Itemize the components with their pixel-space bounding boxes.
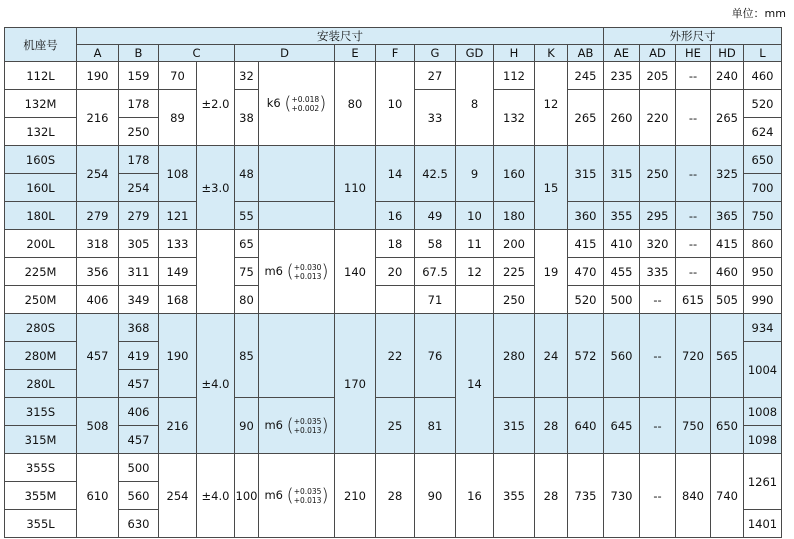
table-row xyxy=(5,202,782,230)
cell-g: 81 xyxy=(415,398,456,454)
frame-cell: 160L xyxy=(5,174,77,202)
cell-c: 168 xyxy=(159,286,197,314)
table-row xyxy=(5,314,782,342)
cell-f: 20 xyxy=(376,258,415,286)
cell-c: 190 xyxy=(159,314,197,398)
fit-lower: +0.013 xyxy=(293,495,322,505)
cell-gd: 16 xyxy=(456,454,494,538)
cell-hd: 365 xyxy=(711,202,744,230)
cell-ab: 640 xyxy=(568,398,604,454)
unit-label: 单位：mm xyxy=(731,7,786,20)
cell-g: 33 xyxy=(415,90,456,146)
col-e: E xyxy=(335,45,376,62)
cell-d: 75 xyxy=(235,258,259,286)
cell-gd: 11 xyxy=(456,230,494,258)
cell-ab: 265 xyxy=(568,90,604,146)
table-row xyxy=(5,286,782,314)
cell-he: 840 xyxy=(676,454,711,538)
cell-l: 1098 xyxy=(744,426,782,454)
frame-cell: 280M xyxy=(5,342,77,370)
cell-d: 85 xyxy=(235,314,259,398)
cell-h: 355 xyxy=(494,454,535,538)
cell-a: 457 xyxy=(77,314,119,398)
cell-ae: 410 xyxy=(604,230,640,258)
header-row-2 xyxy=(5,45,782,62)
cell-l: 460 xyxy=(744,62,782,90)
fit-upper: +0.035 xyxy=(293,486,322,496)
cell-he: -- xyxy=(676,90,711,146)
dimension-table xyxy=(4,27,782,538)
cell-d: 38 xyxy=(235,90,259,146)
cell-hd: 740 xyxy=(711,454,744,538)
fit-lower: +0.013 xyxy=(293,271,322,281)
cell-c: 149 xyxy=(159,258,197,286)
cell-g: 71 xyxy=(415,286,456,314)
cell-e: 210 xyxy=(335,454,376,538)
col-h: H xyxy=(494,45,535,62)
fit-label: m6 xyxy=(264,418,284,432)
cell-b: 279 xyxy=(119,202,159,230)
cell-l: 990 xyxy=(744,286,782,314)
cell-d-fit-m6: m6 (+0.035 +0.013) xyxy=(259,398,335,454)
cell-b: 178 xyxy=(119,90,159,118)
cell-he: -- xyxy=(676,146,711,202)
cell-ad: 220 xyxy=(640,90,676,146)
fit-upper: +0.018 xyxy=(291,94,320,104)
fit-label: k6 xyxy=(266,96,281,110)
col-ae: AE xyxy=(604,45,640,62)
cell-he: 750 xyxy=(676,398,711,454)
cell-d: 65 xyxy=(235,230,259,258)
cell-ab: 572 xyxy=(568,314,604,398)
cell-h: 250 xyxy=(494,286,535,314)
cell-l: 1004 xyxy=(744,342,782,398)
cell-a: 216 xyxy=(77,90,119,146)
cell-b: 406 xyxy=(119,398,159,426)
cell-d-fit-m6: m6 (+0.035 +0.013) xyxy=(259,454,335,538)
cell-l: 650 xyxy=(744,146,782,174)
table-row xyxy=(5,146,782,174)
cell-ad: -- xyxy=(640,314,676,398)
cell-b: 368 xyxy=(119,314,159,342)
fit-lower: +0.002 xyxy=(291,103,320,113)
frame-cell: 225M xyxy=(5,258,77,286)
cell-ae: 560 xyxy=(604,314,640,398)
cell-c: 108 xyxy=(159,146,197,202)
cell-g: 49 xyxy=(415,202,456,230)
cell-c: 70 xyxy=(159,62,197,90)
cell-c-tol: ±3.0 xyxy=(197,146,235,230)
cell-a: 356 xyxy=(77,258,119,286)
header-row-1 xyxy=(5,28,782,45)
cell-k: 28 xyxy=(535,454,568,538)
frame-cell: 280S xyxy=(5,314,77,342)
cell-a: 318 xyxy=(77,230,119,258)
cell-f: 22 xyxy=(376,314,415,398)
cell-f: 10 xyxy=(376,62,415,146)
cell-hd: 240 xyxy=(711,62,744,90)
cell-a: 190 xyxy=(77,62,119,90)
col-ab: AB xyxy=(568,45,604,62)
col-gd: GD xyxy=(456,45,494,62)
cell-k: 12 xyxy=(535,62,568,146)
cell-ae: 730 xyxy=(604,454,640,538)
cell-hd: 565 xyxy=(711,314,744,398)
cell-g: 76 xyxy=(415,314,456,398)
cell-a: 508 xyxy=(77,398,119,454)
frame-cell: 355M xyxy=(5,482,77,510)
cell-e: 140 xyxy=(335,230,376,314)
fit-label: m6 xyxy=(264,264,284,278)
cell-gd: 12 xyxy=(456,258,494,286)
cell-gd: 8 xyxy=(456,62,494,146)
cell-d: 90 xyxy=(235,398,259,454)
col-ad: AD xyxy=(640,45,676,62)
cell-he: 720 xyxy=(676,314,711,398)
frame-cell: 112L xyxy=(5,62,77,90)
cell-he: 615 xyxy=(676,286,711,314)
cell-ae: 315 xyxy=(604,146,640,202)
cell-ae: 260 xyxy=(604,90,640,146)
col-k: K xyxy=(535,45,568,62)
cell-g: 27 xyxy=(415,62,456,90)
header-install: 安装尺寸 xyxy=(77,28,604,45)
cell-ad: 205 xyxy=(640,62,676,90)
cell-d: 80 xyxy=(235,286,259,314)
table-row xyxy=(5,454,782,482)
cell-gd-empty xyxy=(456,286,494,314)
cell-h: 160 xyxy=(494,146,535,202)
cell-d: 100 xyxy=(235,454,259,538)
cell-ae: 500 xyxy=(604,286,640,314)
col-f: F xyxy=(376,45,415,62)
cell-d: 32 xyxy=(235,62,259,90)
frame-cell: 315S xyxy=(5,398,77,426)
cell-b: 254 xyxy=(119,174,159,202)
cell-b: 159 xyxy=(119,62,159,90)
col-b: B xyxy=(119,45,159,62)
cell-d-fit-k6: k6 (+0.018 +0.002) xyxy=(259,62,335,146)
cell-b: 560 xyxy=(119,482,159,510)
cell-e: 80 xyxy=(335,62,376,146)
table-row xyxy=(5,230,782,258)
cell-f: 28 xyxy=(376,454,415,538)
cell-b: 457 xyxy=(119,426,159,454)
col-c: C xyxy=(159,45,235,62)
col-d: D xyxy=(235,45,335,62)
cell-f: 16 xyxy=(376,202,415,230)
cell-ae: 645 xyxy=(604,398,640,454)
cell-b: 311 xyxy=(119,258,159,286)
cell-d: 55 xyxy=(235,202,259,230)
cell-c-tol-empty xyxy=(197,230,235,314)
cell-d-fit-empty xyxy=(259,314,335,398)
cell-c-tol: ±2.0 xyxy=(197,62,235,146)
cell-hd: 265 xyxy=(711,90,744,146)
cell-ab: 245 xyxy=(568,62,604,90)
frame-cell: 355S xyxy=(5,454,77,482)
cell-l: 934 xyxy=(744,314,782,342)
cell-l: 520 xyxy=(744,90,782,118)
cell-e: 170 xyxy=(335,314,376,454)
col-g: G xyxy=(415,45,456,62)
cell-hd: 505 xyxy=(711,286,744,314)
table-row xyxy=(5,62,782,90)
cell-ab: 415 xyxy=(568,230,604,258)
cell-l: 860 xyxy=(744,230,782,258)
cell-b: 250 xyxy=(119,118,159,146)
cell-d-fit-m6: m6 (+0.030 +0.013) xyxy=(259,230,335,314)
cell-he: -- xyxy=(676,202,711,230)
cell-hd: 415 xyxy=(711,230,744,258)
cell-h: 112 xyxy=(494,62,535,90)
cell-l: 1008 xyxy=(744,398,782,426)
cell-ad: 250 xyxy=(640,146,676,202)
cell-l: 950 xyxy=(744,258,782,286)
cell-ad: 335 xyxy=(640,258,676,286)
cell-f: 18 xyxy=(376,230,415,258)
cell-k: 19 xyxy=(535,230,568,314)
cell-h: 315 xyxy=(494,398,535,454)
cell-he: -- xyxy=(676,258,711,286)
cell-ae: 235 xyxy=(604,62,640,90)
table-row xyxy=(5,398,782,426)
col-hd: HD xyxy=(711,45,744,62)
cell-b: 630 xyxy=(119,510,159,538)
cell-c: 89 xyxy=(159,90,197,146)
cell-gd: 14 xyxy=(456,314,494,454)
cell-gd: 9 xyxy=(456,146,494,202)
cell-g: 58 xyxy=(415,230,456,258)
cell-k: 24 xyxy=(535,314,568,398)
cell-g: 42.5 xyxy=(415,146,456,202)
cell-ad: 320 xyxy=(640,230,676,258)
cell-ae: 455 xyxy=(604,258,640,286)
col-a: A xyxy=(77,45,119,62)
cell-ad: -- xyxy=(640,398,676,454)
cell-c-tol: ±4.0 xyxy=(197,314,235,454)
cell-h: 200 xyxy=(494,230,535,258)
cell-b: 500 xyxy=(119,454,159,482)
cell-b: 305 xyxy=(119,230,159,258)
header-outline: 外形尺寸 xyxy=(604,28,782,45)
cell-h: 180 xyxy=(494,202,535,230)
frame-cell: 200L xyxy=(5,230,77,258)
cell-c: 216 xyxy=(159,398,197,454)
fit-lower: +0.013 xyxy=(293,425,322,435)
frame-cell: 315M xyxy=(5,426,77,454)
cell-d-fit-empty xyxy=(259,202,335,230)
fit-upper: +0.035 xyxy=(293,416,322,426)
cell-a: 254 xyxy=(77,146,119,202)
cell-l: 1261 xyxy=(744,454,782,510)
frame-cell: 160S xyxy=(5,146,77,174)
cell-k: 15 xyxy=(535,146,568,230)
cell-ab: 360 xyxy=(568,202,604,230)
cell-g: 90 xyxy=(415,454,456,538)
cell-ad: 295 xyxy=(640,202,676,230)
cell-h: 225 xyxy=(494,258,535,286)
frame-cell: 180L xyxy=(5,202,77,230)
cell-b: 457 xyxy=(119,370,159,398)
cell-d: 48 xyxy=(235,146,259,202)
cell-a: 279 xyxy=(77,202,119,230)
cell-f: 14 xyxy=(376,146,415,202)
cell-he: -- xyxy=(676,230,711,258)
cell-h: 280 xyxy=(494,314,535,398)
cell-b: 419 xyxy=(119,342,159,370)
frame-cell: 280L xyxy=(5,370,77,398)
header-frame: 机座号 xyxy=(5,28,77,62)
cell-ae: 355 xyxy=(604,202,640,230)
cell-b: 178 xyxy=(119,146,159,174)
frame-cell: 132L xyxy=(5,118,77,146)
cell-l: 700 xyxy=(744,174,782,202)
cell-gd: 10 xyxy=(456,202,494,230)
cell-ad: -- xyxy=(640,454,676,538)
cell-ad: -- xyxy=(640,286,676,314)
cell-g: 67.5 xyxy=(415,258,456,286)
col-l: L xyxy=(744,45,782,62)
cell-l: 1401 xyxy=(744,510,782,538)
frame-cell: 132M xyxy=(5,90,77,118)
cell-he: -- xyxy=(676,62,711,90)
cell-a: 406 xyxy=(77,286,119,314)
cell-l: 624 xyxy=(744,118,782,146)
cell-ab: 520 xyxy=(568,286,604,314)
frame-cell: 355L xyxy=(5,510,77,538)
cell-f-empty xyxy=(376,286,415,314)
cell-d-fit-empty xyxy=(259,146,335,202)
cell-ab: 735 xyxy=(568,454,604,538)
cell-ab: 470 xyxy=(568,258,604,286)
cell-hd: 325 xyxy=(711,146,744,202)
cell-ab: 315 xyxy=(568,146,604,202)
frame-cell: 250M xyxy=(5,286,77,314)
cell-f: 25 xyxy=(376,398,415,454)
cell-c-tol: ±4.0 xyxy=(197,454,235,538)
cell-c: 133 xyxy=(159,230,197,258)
cell-c: 121 xyxy=(159,202,197,230)
fit-upper: +0.030 xyxy=(293,262,322,272)
cell-hd: 650 xyxy=(711,398,744,454)
col-he: HE xyxy=(676,45,711,62)
cell-a: 610 xyxy=(77,454,119,538)
cell-h: 132 xyxy=(494,90,535,146)
cell-k: 28 xyxy=(535,398,568,454)
table-row xyxy=(5,258,782,286)
cell-hd: 460 xyxy=(711,258,744,286)
cell-c: 254 xyxy=(159,454,197,538)
cell-l: 750 xyxy=(744,202,782,230)
cell-e: 110 xyxy=(335,146,376,230)
fit-label: m6 xyxy=(264,488,284,502)
cell-b: 349 xyxy=(119,286,159,314)
